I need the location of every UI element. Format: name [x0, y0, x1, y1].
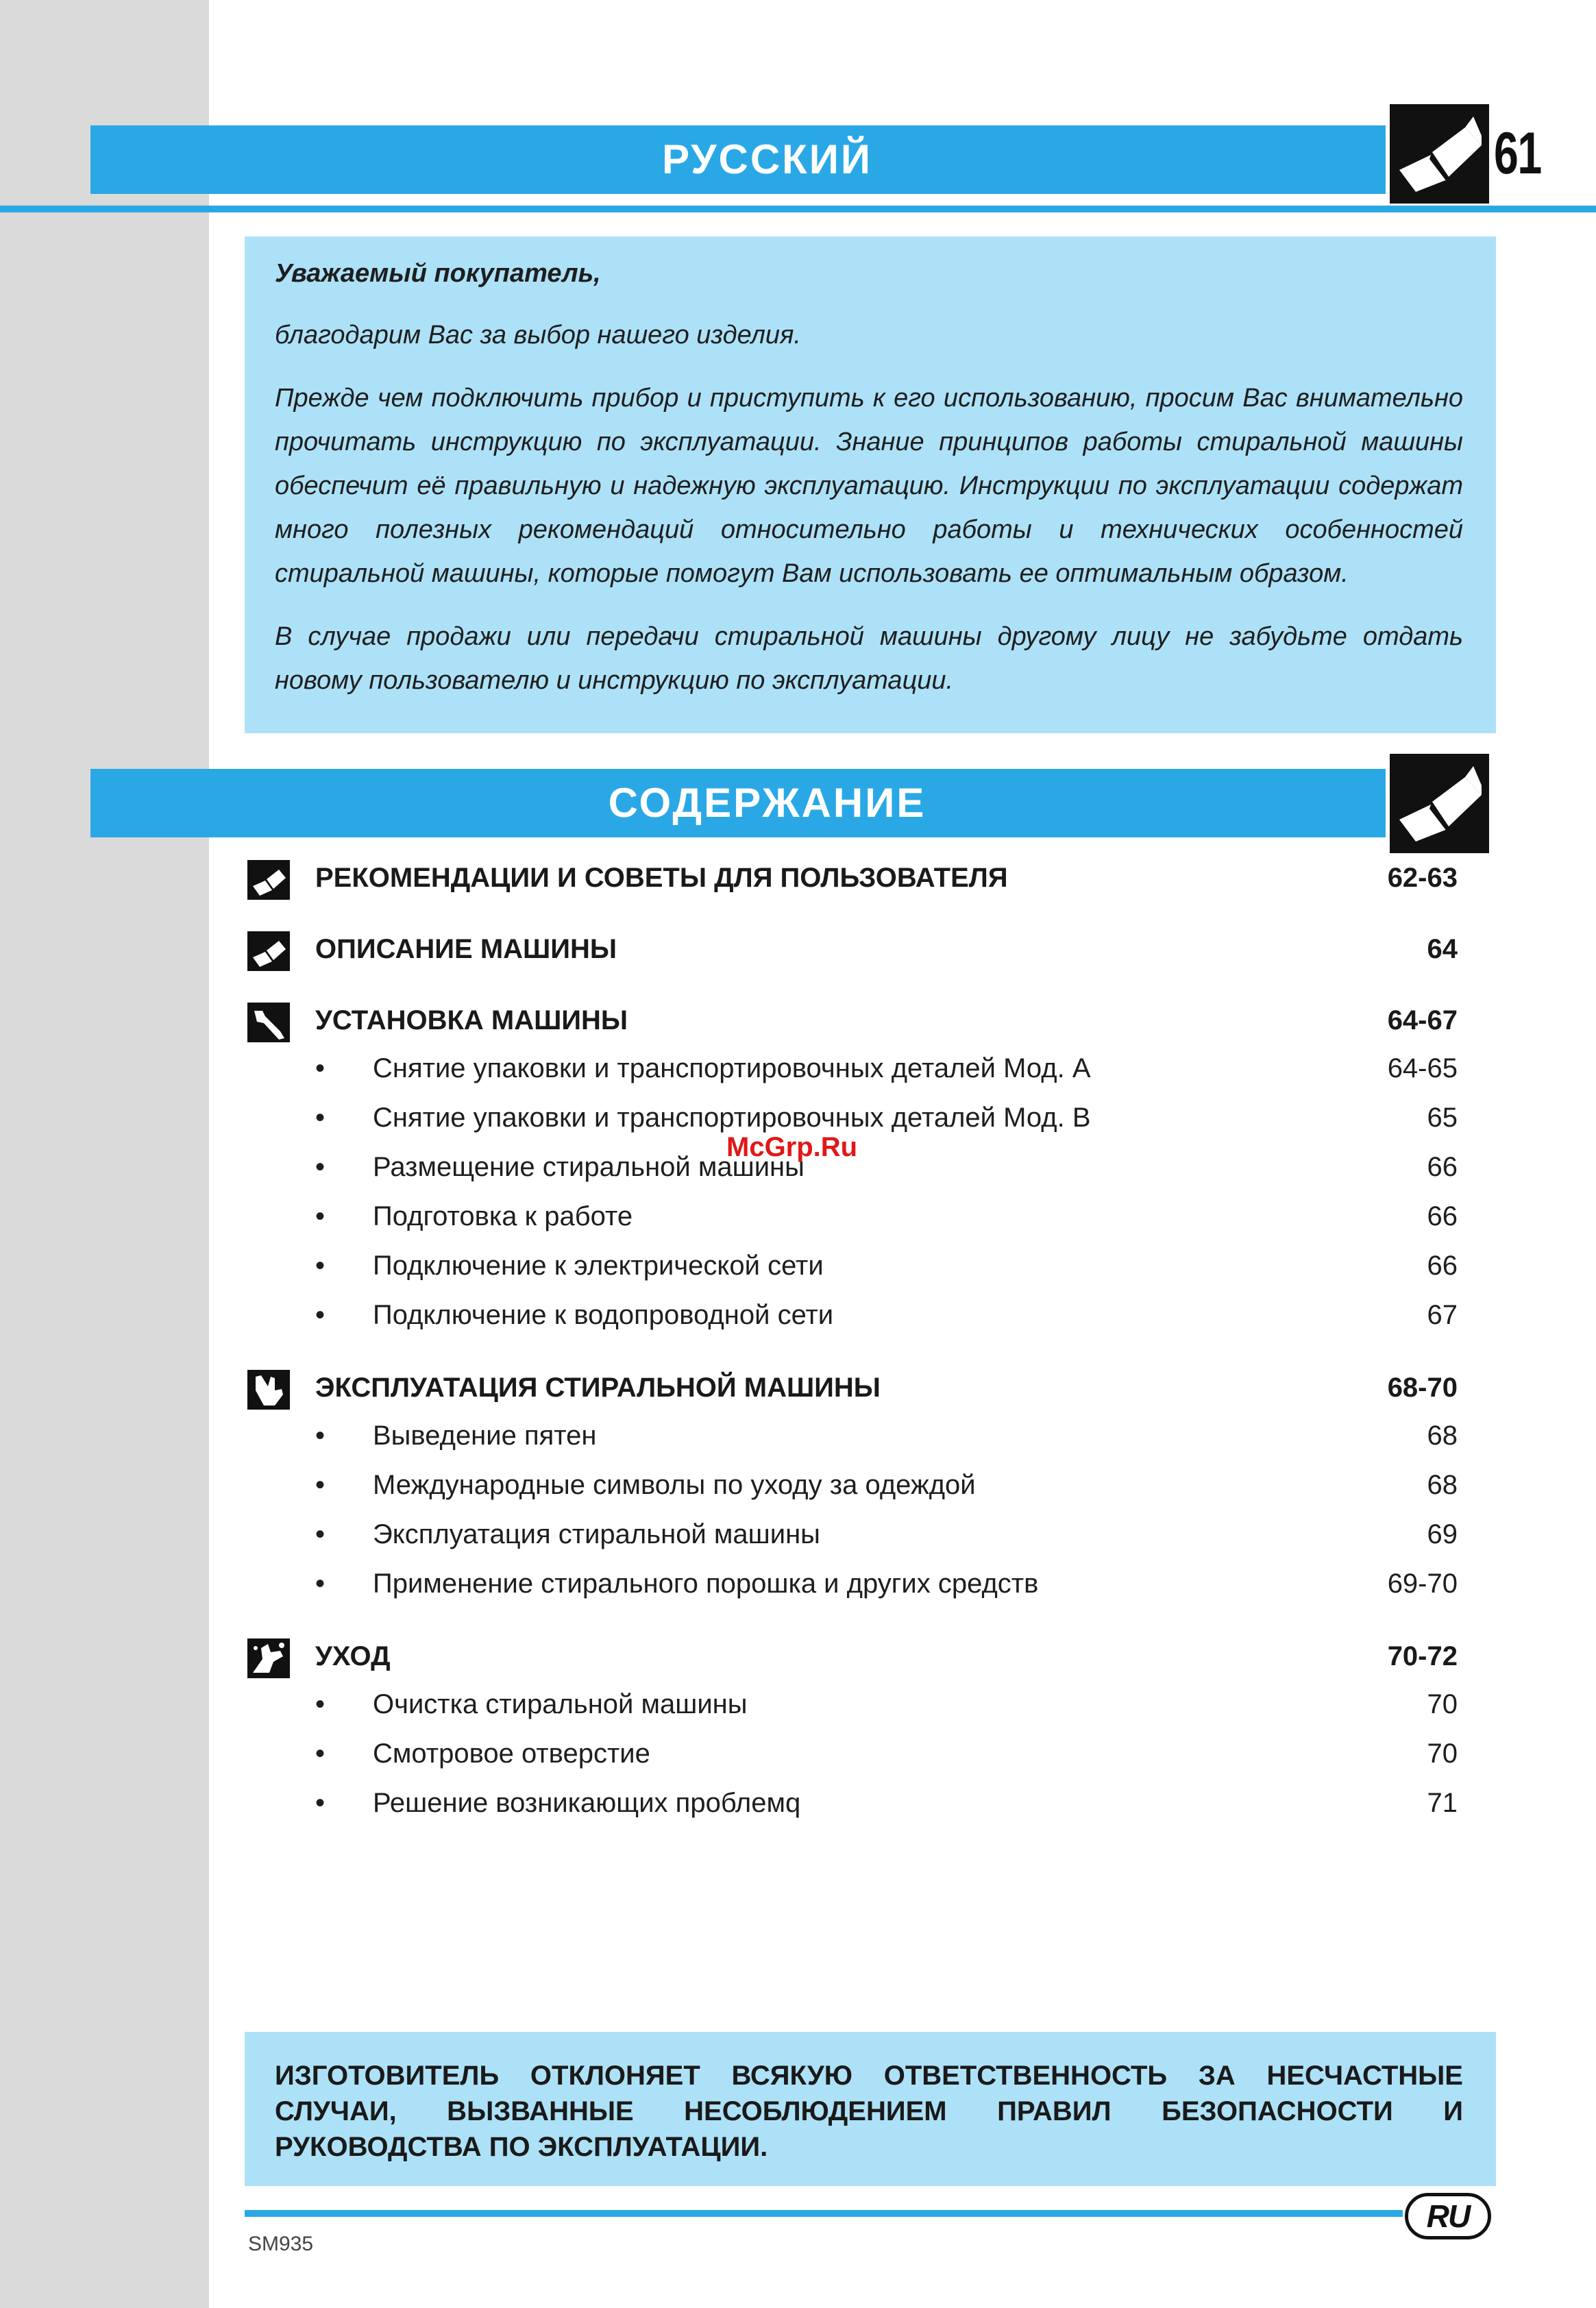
- toc-item-label: Снятие упаковки и транспортировочных деталей Мод. А: [373, 1053, 1091, 1083]
- book-icon: [247, 931, 290, 971]
- warning-text: ИЗГОТОВИТЕЛЬ ОТКЛОНЯЕТ ВСЯКУЮ ОТВЕТСТВЕННОСТЬ ЗА НЕСЧАСТНЫЕ СЛУЧАИ, ВЫЗВАННЫЕ НЕСОБЛЮДЕНИЕМ ПРАВИЛ БЕЗОПАСНОСТИ И РУКОВОДСТВА ПО ЭКСПЛУАТАЦИИ.: [275, 2061, 1463, 2162]
- toc-item-label: Снятие упаковки и транспортировочных деталей Мод. В: [373, 1103, 1091, 1133]
- toc-item-label: Размещение стиральной машины: [373, 1152, 805, 1182]
- bullet: •: [315, 1519, 326, 1549]
- care-icon: [247, 1638, 290, 1678]
- bullet: •: [315, 1689, 326, 1719]
- toc-section[interactable]: [245, 1638, 1458, 1688]
- toc-item-page: 67: [1427, 1300, 1458, 1330]
- language-title: РУССКИЙ: [661, 136, 873, 182]
- toc-item-page: 65: [1427, 1103, 1458, 1133]
- model-code: SM935: [248, 2233, 314, 2255]
- intro-paragraph-2: В случае продажи или передачи стиральной машины другому лицу не забудьте отдать новому пользователю и инструкцию по эксплуатации.: [275, 622, 1463, 695]
- toc-item-page: 66: [1427, 1152, 1458, 1182]
- toc-item-label: Решение возникающих проблемq: [373, 1788, 801, 1818]
- toc-item[interactable]: [245, 1518, 1458, 1567]
- toc-item-page: 70: [1427, 1689, 1458, 1719]
- toc-item-label: Подготовка к работе: [373, 1201, 633, 1231]
- toc-item-page: 66: [1427, 1201, 1458, 1231]
- wrench-icon: [247, 1003, 290, 1042]
- book-icon: [1390, 754, 1489, 853]
- toc-item-page: 64-65: [1387, 1053, 1458, 1083]
- bullet: •: [315, 1152, 326, 1182]
- toc-item-page: 68: [1427, 1421, 1458, 1451]
- toc-section-label: ЭКСПЛУАТАЦИЯ СТИРАЛЬНОЙ МАШИНЫ: [315, 1373, 881, 1403]
- bullet: •: [315, 1201, 326, 1231]
- toc-section-label: УХОД: [315, 1641, 391, 1671]
- watermark: McGrp.Ru: [726, 1132, 858, 1162]
- toc-item[interactable]: [245, 1249, 1458, 1299]
- bullet: •: [315, 1103, 326, 1133]
- intro-greeting: Уважаемый покупатель,: [275, 259, 601, 288]
- toc-item-label: Подключение к водопроводной сети: [373, 1300, 834, 1330]
- toc-section-label: УСТАНОВКА МАШИНЫ: [315, 1005, 628, 1035]
- toc-item-label: Эксплуатация стиральной машины: [373, 1519, 820, 1549]
- toc-item-page: 68: [1427, 1470, 1458, 1500]
- language-badge: RU: [1405, 2193, 1491, 2239]
- intro-paragraph-1: Прежде чем подключить прибор и приступить к его использованию, просим Вас внимательно прочитать инструкцию по эксплуатации. Знание принципов работы стиральной машины обеспечит её правильную и надежную эксплуатацию. Инструкции по эксплуатации содержат много полезных рекомендаций относительно работы и технических особенностей стиральной машины, которые помогут Вам использовать ее оптимальным образом.: [275, 384, 1463, 588]
- bullet: •: [315, 1251, 326, 1281]
- toc-section-page: 64: [1427, 934, 1458, 964]
- toc-item-label: Смотровое отверстие: [373, 1739, 650, 1769]
- bullet: •: [315, 1569, 326, 1599]
- toc-section-page: 70-72: [1387, 1641, 1458, 1671]
- page-number: 61: [1494, 121, 1541, 186]
- toc-item-label: Подключение к электрической сети: [373, 1251, 824, 1281]
- toc-item[interactable]: [245, 1299, 1458, 1348]
- toc-section-page: 64-67: [1387, 1005, 1458, 1035]
- toc-item-page: 69-70: [1387, 1569, 1458, 1599]
- toc-section[interactable]: [245, 860, 1458, 909]
- toc-item-label: Выведение пятен: [373, 1421, 597, 1451]
- contents-title: СОДЕРЖАНИЕ: [608, 780, 926, 826]
- bullet: •: [315, 1421, 326, 1451]
- bullet: •: [315, 1300, 326, 1330]
- warning-box: [245, 2032, 1496, 2186]
- intro-thanks: благодарим Вас за выбор нашего изделия.: [275, 321, 801, 349]
- header-rule: [0, 206, 1596, 212]
- toc-section[interactable]: [245, 1370, 1458, 1419]
- toc-item[interactable]: [245, 1737, 1458, 1787]
- toc-item[interactable]: [245, 1052, 1458, 1101]
- footer-rule: [245, 2210, 1403, 2217]
- toc-item[interactable]: [245, 1787, 1458, 1836]
- toc-item[interactable]: [245, 1567, 1458, 1617]
- toc-item[interactable]: [245, 1200, 1458, 1249]
- toc-section-label: ОПИСАНИЕ МАШИНЫ: [315, 934, 617, 964]
- toc-item[interactable]: [245, 1688, 1458, 1737]
- bullet: •: [315, 1470, 326, 1500]
- bullet: •: [315, 1053, 326, 1083]
- toc-item-label: Применение стирального порошка и других средств: [373, 1569, 1039, 1599]
- book-icon: [1390, 104, 1489, 204]
- hand-icon: [247, 1370, 290, 1410]
- toc-item-page: 69: [1427, 1519, 1458, 1549]
- side-gray-strip: [0, 0, 209, 2308]
- toc-item[interactable]: [245, 1469, 1458, 1518]
- toc-section[interactable]: [245, 931, 1458, 981]
- toc-item-label: Международные символы по уходу за одеждой: [373, 1470, 976, 1500]
- table-of-contents: [245, 860, 1458, 1836]
- toc-item[interactable]: [245, 1419, 1458, 1469]
- toc-section[interactable]: [245, 1003, 1458, 1052]
- book-icon: [247, 860, 290, 900]
- toc-item-page: 70: [1427, 1739, 1458, 1769]
- toc-section-label: РЕКОМЕНДАЦИИ И СОВЕТЫ ДЛЯ ПОЛЬЗОВАТЕЛЯ: [315, 863, 1008, 893]
- intro-box: [245, 236, 1496, 733]
- toc-item-page: 66: [1427, 1251, 1458, 1281]
- toc-item-label: Очистка стиральной машины: [373, 1689, 748, 1719]
- bullet: •: [315, 1739, 326, 1769]
- toc-item-page: 71: [1427, 1788, 1458, 1818]
- bullet: •: [315, 1788, 326, 1818]
- toc-section-page: 62-63: [1387, 863, 1458, 893]
- toc-section-page: 68-70: [1387, 1373, 1458, 1403]
